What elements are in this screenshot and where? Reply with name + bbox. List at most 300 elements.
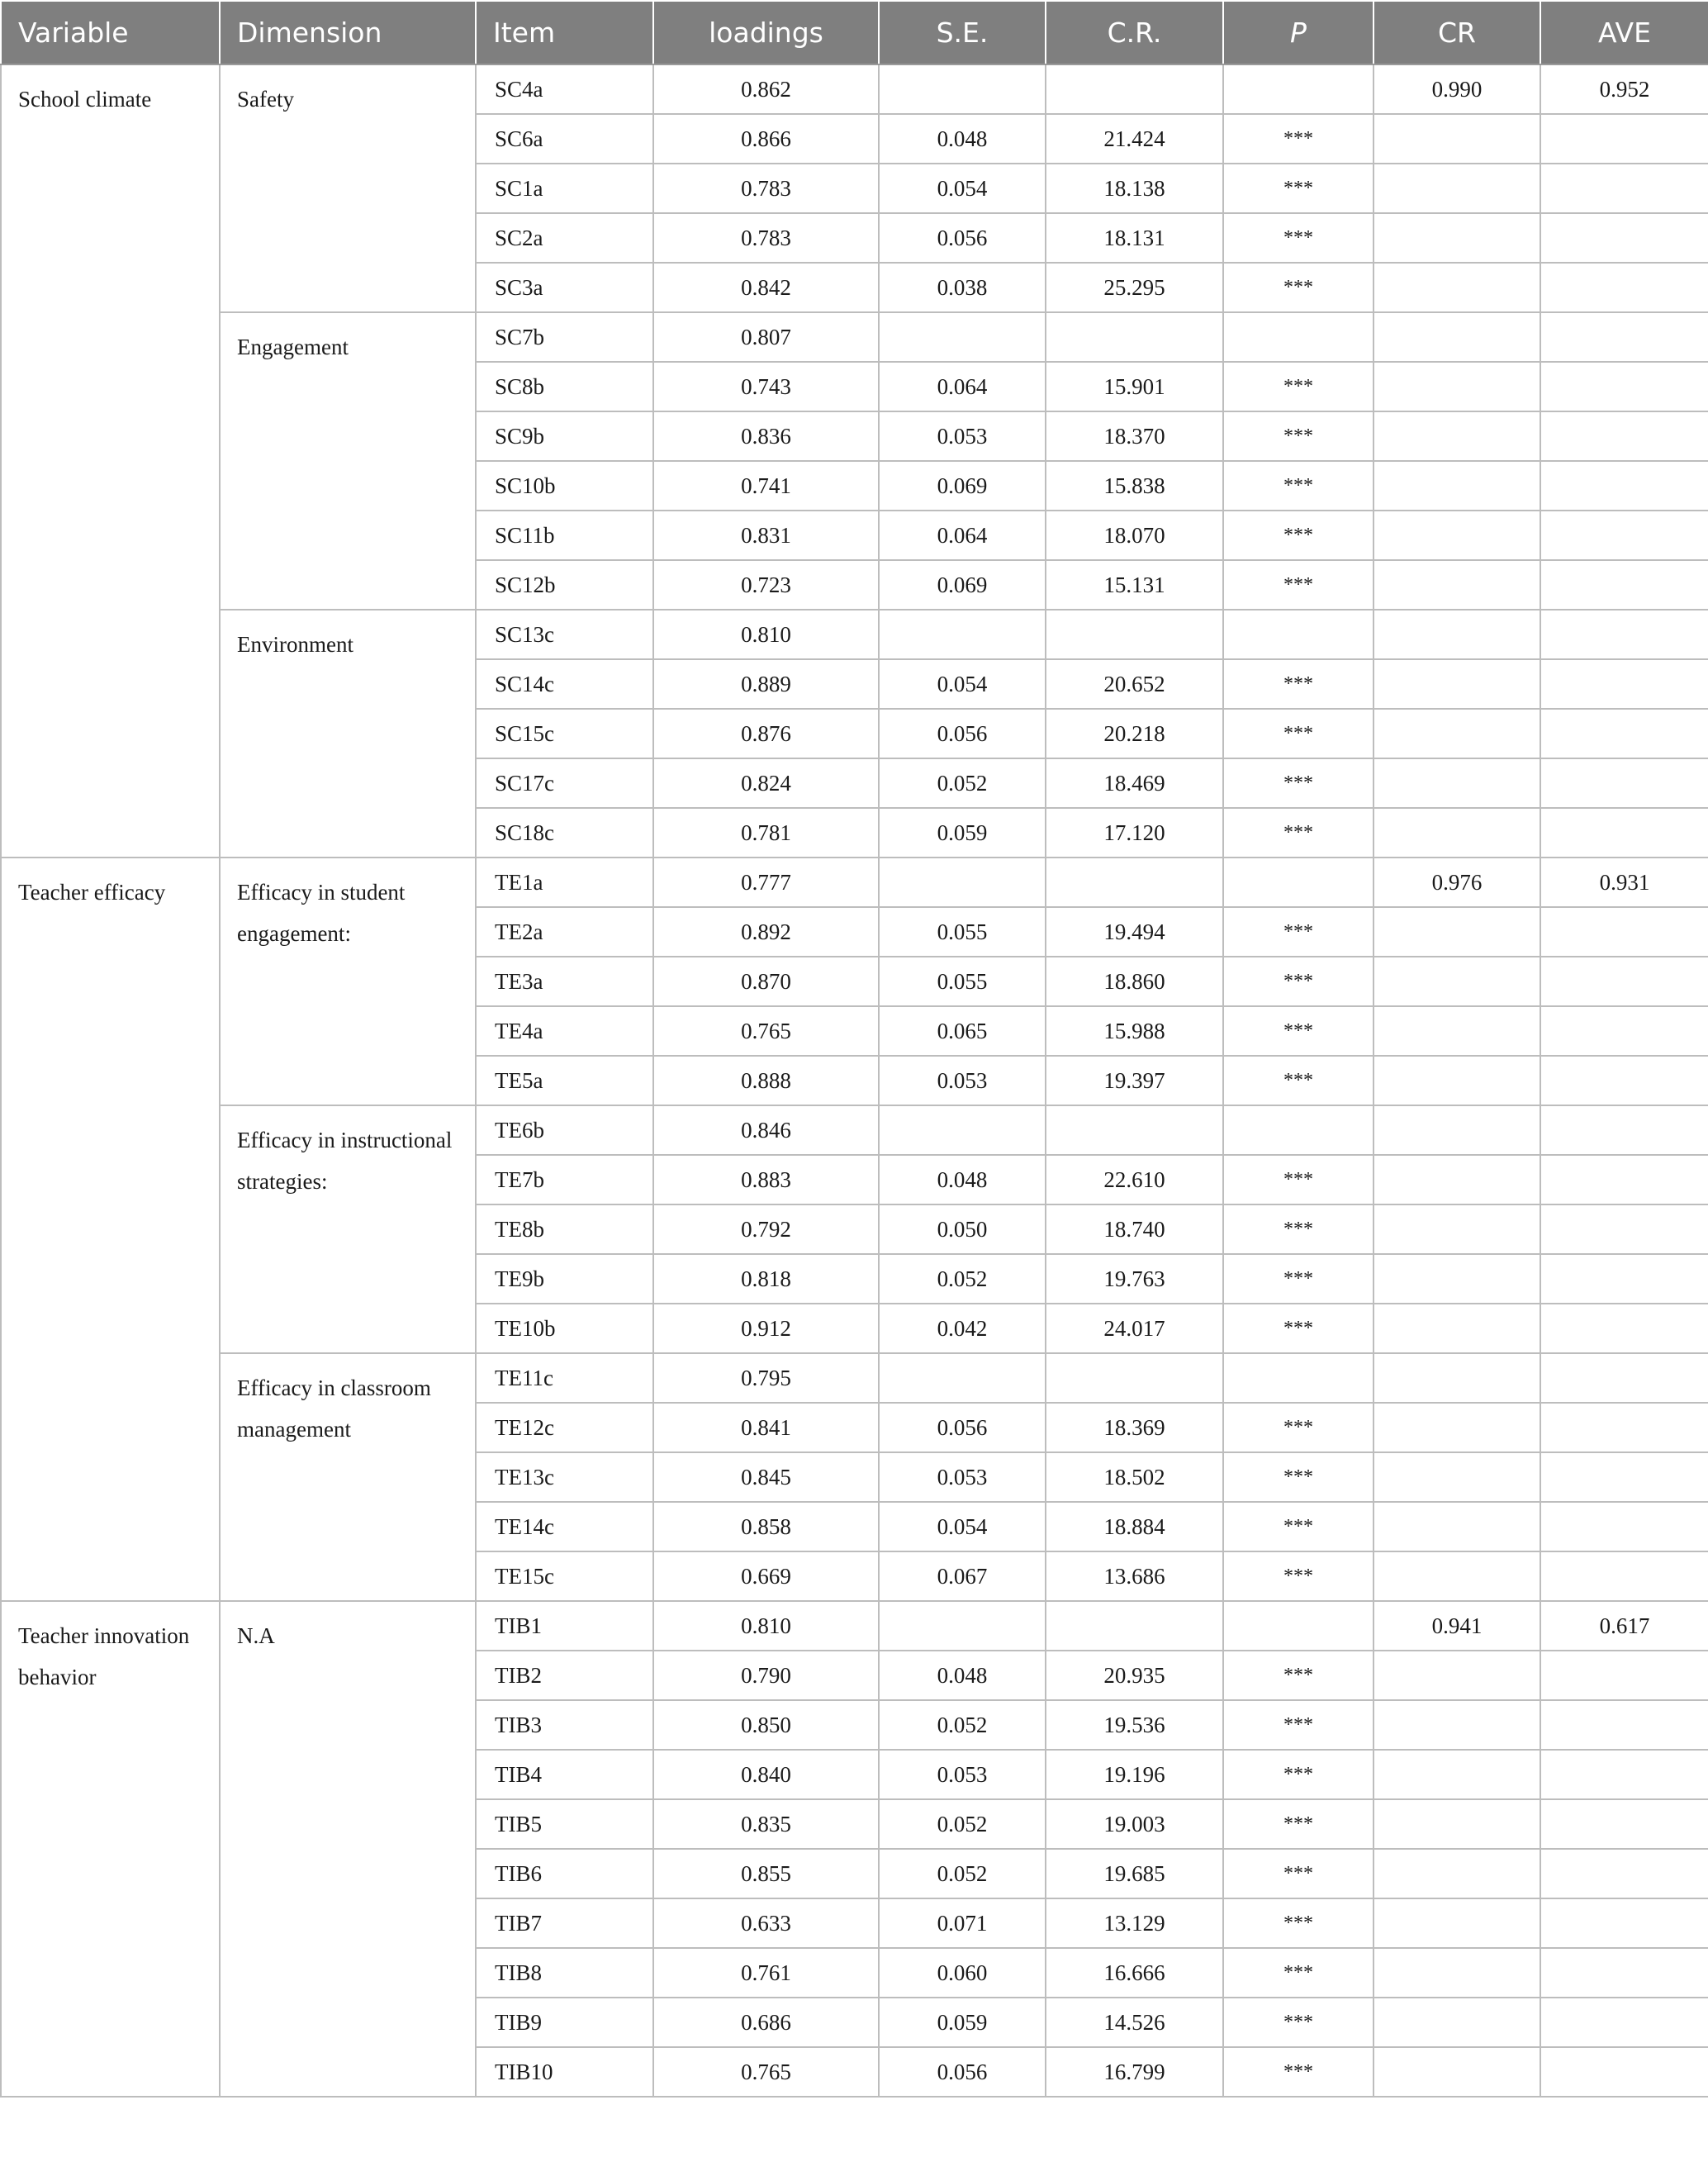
p-cell: *** xyxy=(1223,659,1374,709)
se-cell xyxy=(879,610,1046,659)
dimension-cell: Environment xyxy=(220,610,476,858)
loading-cell: 0.765 xyxy=(653,1006,879,1056)
header-cr-value: C.R. xyxy=(1046,1,1223,64)
item-cell: SC6a xyxy=(476,114,653,164)
table-header xyxy=(1,1,1708,64)
composite-reliability-cell xyxy=(1374,1204,1540,1254)
se-cell: 0.038 xyxy=(879,263,1046,312)
cr-value-cell: 20.652 xyxy=(1046,659,1223,709)
composite-reliability-cell xyxy=(1374,758,1540,808)
cr-value-cell: 19.536 xyxy=(1046,1700,1223,1750)
cr-value-cell xyxy=(1046,1353,1223,1403)
header-composite-reliability: CR xyxy=(1374,1,1540,64)
item-cell: SC4a xyxy=(476,64,653,114)
p-cell: *** xyxy=(1223,114,1374,164)
loading-cell: 0.783 xyxy=(653,164,879,213)
cr-value-cell xyxy=(1046,610,1223,659)
composite-reliability-cell xyxy=(1374,411,1540,461)
ave-cell xyxy=(1540,1353,1708,1403)
loading-cell: 0.889 xyxy=(653,659,879,709)
item-cell: TIB9 xyxy=(476,1998,653,2047)
item-cell: SC13c xyxy=(476,610,653,659)
se-cell: 0.067 xyxy=(879,1551,1046,1601)
p-cell xyxy=(1223,1601,1374,1651)
p-cell: *** xyxy=(1223,2047,1374,2097)
p-cell: *** xyxy=(1223,1750,1374,1799)
item-cell: TE15c xyxy=(476,1551,653,1601)
cr-value-cell: 18.369 xyxy=(1046,1403,1223,1452)
item-cell: TIB5 xyxy=(476,1799,653,1849)
header-loadings: loadings xyxy=(653,1,879,64)
loading-cell: 0.743 xyxy=(653,362,879,411)
item-cell: TE11c xyxy=(476,1353,653,1403)
composite-reliability-cell xyxy=(1374,1254,1540,1304)
ave-cell xyxy=(1540,2047,1708,2097)
composite-reliability-cell xyxy=(1374,907,1540,957)
composite-reliability-cell xyxy=(1374,312,1540,362)
cr-value-cell: 18.070 xyxy=(1046,511,1223,560)
se-cell: 0.054 xyxy=(879,1502,1046,1551)
composite-reliability-cell xyxy=(1374,1700,1540,1750)
loading-cell: 0.810 xyxy=(653,1601,879,1651)
table-row xyxy=(1,1353,1708,1403)
ave-cell xyxy=(1540,213,1708,263)
loading-cell: 0.792 xyxy=(653,1204,879,1254)
item-cell: TE8b xyxy=(476,1204,653,1254)
se-cell: 0.052 xyxy=(879,1254,1046,1304)
p-cell: *** xyxy=(1223,1700,1374,1750)
loading-cell: 0.888 xyxy=(653,1056,879,1105)
table-row xyxy=(1,1105,1708,1155)
p-cell: *** xyxy=(1223,511,1374,560)
cr-value-cell: 19.003 xyxy=(1046,1799,1223,1849)
p-cell: *** xyxy=(1223,957,1374,1006)
loading-cell: 0.777 xyxy=(653,858,879,907)
composite-reliability-cell xyxy=(1374,1304,1540,1353)
table-body xyxy=(1,64,1708,2097)
cr-value-cell: 17.120 xyxy=(1046,808,1223,858)
cr-value-cell: 24.017 xyxy=(1046,1304,1223,1353)
composite-reliability-cell xyxy=(1374,1651,1540,1700)
ave-cell xyxy=(1540,907,1708,957)
p-cell: *** xyxy=(1223,560,1374,610)
loading-cell: 0.765 xyxy=(653,2047,879,2097)
item-cell: SC14c xyxy=(476,659,653,709)
item-cell: SC17c xyxy=(476,758,653,808)
se-cell: 0.054 xyxy=(879,164,1046,213)
composite-reliability-cell xyxy=(1374,560,1540,610)
table-row xyxy=(1,610,1708,659)
item-cell: SC12b xyxy=(476,560,653,610)
composite-reliability-cell: 0.990 xyxy=(1374,64,1540,114)
item-cell: TE2a xyxy=(476,907,653,957)
variable-cell: Teacher efficacy xyxy=(1,858,220,1601)
header-row xyxy=(1,1,1708,64)
item-cell: SC11b xyxy=(476,511,653,560)
cr-value-cell: 19.494 xyxy=(1046,907,1223,957)
loading-cell: 0.912 xyxy=(653,1304,879,1353)
ave-cell xyxy=(1540,659,1708,709)
se-cell: 0.052 xyxy=(879,1849,1046,1898)
cr-value-cell: 22.610 xyxy=(1046,1155,1223,1204)
dimension-cell: Safety xyxy=(220,64,476,312)
composite-reliability-cell xyxy=(1374,1353,1540,1403)
se-cell: 0.055 xyxy=(879,957,1046,1006)
se-cell: 0.056 xyxy=(879,709,1046,758)
item-cell: TE14c xyxy=(476,1502,653,1551)
p-cell: *** xyxy=(1223,1304,1374,1353)
composite-reliability-cell xyxy=(1374,1452,1540,1502)
cr-value-cell: 18.860 xyxy=(1046,957,1223,1006)
loading-cell: 0.870 xyxy=(653,957,879,1006)
item-cell: SC15c xyxy=(476,709,653,758)
p-cell: *** xyxy=(1223,1898,1374,1948)
item-cell: TIB3 xyxy=(476,1700,653,1750)
item-cell: TE7b xyxy=(476,1155,653,1204)
ave-cell xyxy=(1540,1799,1708,1849)
item-cell: TE1a xyxy=(476,858,653,907)
item-cell: TE10b xyxy=(476,1304,653,1353)
table-row xyxy=(1,312,1708,362)
cr-value-cell: 18.469 xyxy=(1046,758,1223,808)
loading-cell: 0.831 xyxy=(653,511,879,560)
se-cell: 0.056 xyxy=(879,1403,1046,1452)
item-cell: TE5a xyxy=(476,1056,653,1105)
se-cell: 0.052 xyxy=(879,758,1046,808)
ave-cell xyxy=(1540,114,1708,164)
item-cell: TIB7 xyxy=(476,1898,653,1948)
composite-reliability-cell xyxy=(1374,709,1540,758)
se-cell: 0.048 xyxy=(879,1155,1046,1204)
ave-cell xyxy=(1540,1403,1708,1452)
p-cell: *** xyxy=(1223,461,1374,511)
composite-reliability-cell xyxy=(1374,808,1540,858)
cr-value-cell: 14.526 xyxy=(1046,1998,1223,2047)
p-cell: *** xyxy=(1223,1948,1374,1998)
loading-cell: 0.883 xyxy=(653,1155,879,1204)
dimension-cell: Engagement xyxy=(220,312,476,610)
loading-cell: 0.783 xyxy=(653,213,879,263)
cr-value-cell: 16.799 xyxy=(1046,2047,1223,2097)
item-cell: TIB4 xyxy=(476,1750,653,1799)
dimension-cell: Efficacy in classroom management xyxy=(220,1353,476,1601)
se-cell: 0.064 xyxy=(879,362,1046,411)
ave-cell xyxy=(1540,362,1708,411)
se-cell: 0.055 xyxy=(879,907,1046,957)
ave-cell xyxy=(1540,1006,1708,1056)
item-cell: SC18c xyxy=(476,808,653,858)
item-cell: TE13c xyxy=(476,1452,653,1502)
se-cell: 0.052 xyxy=(879,1700,1046,1750)
se-cell: 0.048 xyxy=(879,1651,1046,1700)
p-cell: *** xyxy=(1223,1799,1374,1849)
table-row xyxy=(1,858,1708,907)
se-cell: 0.059 xyxy=(879,808,1046,858)
composite-reliability-cell xyxy=(1374,1403,1540,1452)
p-cell xyxy=(1223,858,1374,907)
ave-cell xyxy=(1540,312,1708,362)
header-item: Item xyxy=(476,1,653,64)
se-cell: 0.059 xyxy=(879,1998,1046,2047)
composite-reliability-cell xyxy=(1374,1155,1540,1204)
composite-reliability-cell xyxy=(1374,957,1540,1006)
item-cell: TIB10 xyxy=(476,2047,653,2097)
cr-value-cell: 18.884 xyxy=(1046,1502,1223,1551)
item-cell: TIB6 xyxy=(476,1849,653,1898)
ave-cell xyxy=(1540,1700,1708,1750)
cr-value-cell xyxy=(1046,64,1223,114)
cr-value-cell: 19.196 xyxy=(1046,1750,1223,1799)
cr-value-cell: 13.686 xyxy=(1046,1551,1223,1601)
p-cell: *** xyxy=(1223,1254,1374,1304)
cr-value-cell: 18.740 xyxy=(1046,1204,1223,1254)
p-cell: *** xyxy=(1223,758,1374,808)
ave-cell: 0.952 xyxy=(1540,64,1708,114)
p-cell: *** xyxy=(1223,1403,1374,1452)
cr-value-cell: 25.295 xyxy=(1046,263,1223,312)
se-cell: 0.053 xyxy=(879,411,1046,461)
p-cell: *** xyxy=(1223,1056,1374,1105)
se-cell: 0.060 xyxy=(879,1948,1046,1998)
header-ave: AVE xyxy=(1540,1,1708,64)
p-cell: *** xyxy=(1223,808,1374,858)
loading-cell: 0.633 xyxy=(653,1898,879,1948)
composite-reliability-cell xyxy=(1374,1799,1540,1849)
item-cell: SC2a xyxy=(476,213,653,263)
ave-cell xyxy=(1540,808,1708,858)
se-cell: 0.056 xyxy=(879,2047,1046,2097)
loading-cell: 0.807 xyxy=(653,312,879,362)
p-cell xyxy=(1223,1105,1374,1155)
se-cell xyxy=(879,1601,1046,1651)
loading-cell: 0.686 xyxy=(653,1998,879,2047)
p-cell: *** xyxy=(1223,1204,1374,1254)
p-cell: *** xyxy=(1223,1006,1374,1056)
composite-reliability-cell: 0.976 xyxy=(1374,858,1540,907)
ave-cell xyxy=(1540,1551,1708,1601)
cr-value-cell: 18.502 xyxy=(1046,1452,1223,1502)
item-cell: SC1a xyxy=(476,164,653,213)
p-cell: *** xyxy=(1223,1155,1374,1204)
cr-value-cell xyxy=(1046,1601,1223,1651)
ave-cell xyxy=(1540,1452,1708,1502)
cr-value-cell: 16.666 xyxy=(1046,1948,1223,1998)
p-cell xyxy=(1223,312,1374,362)
se-cell xyxy=(879,1353,1046,1403)
ave-cell xyxy=(1540,1254,1708,1304)
variable-cell: School climate xyxy=(1,64,220,858)
loading-cell: 0.836 xyxy=(653,411,879,461)
cr-value-cell: 21.424 xyxy=(1046,114,1223,164)
loading-cell: 0.862 xyxy=(653,64,879,114)
composite-reliability-cell xyxy=(1374,1502,1540,1551)
p-cell: *** xyxy=(1223,362,1374,411)
se-cell: 0.056 xyxy=(879,213,1046,263)
item-cell: SC9b xyxy=(476,411,653,461)
composite-reliability-cell xyxy=(1374,263,1540,312)
composite-reliability-cell xyxy=(1374,1898,1540,1948)
ave-cell xyxy=(1540,164,1708,213)
variable-cell: Teacher innovation behavior xyxy=(1,1601,220,2097)
header-dimension: Dimension xyxy=(220,1,476,64)
ave-cell xyxy=(1540,1502,1708,1551)
dimension-cell: Efficacy in instructional strategies: xyxy=(220,1105,476,1353)
loading-cell: 0.723 xyxy=(653,560,879,610)
dimension-cell: N.A xyxy=(220,1601,476,2097)
composite-reliability-cell xyxy=(1374,1105,1540,1155)
item-cell: SC3a xyxy=(476,263,653,312)
p-cell xyxy=(1223,610,1374,659)
ave-cell xyxy=(1540,560,1708,610)
ave-cell xyxy=(1540,1304,1708,1353)
ave-cell xyxy=(1540,709,1708,758)
se-cell: 0.069 xyxy=(879,560,1046,610)
ave-cell xyxy=(1540,1204,1708,1254)
loading-cell: 0.818 xyxy=(653,1254,879,1304)
cr-value-cell: 15.901 xyxy=(1046,362,1223,411)
item-cell: SC7b xyxy=(476,312,653,362)
composite-reliability-cell xyxy=(1374,1948,1540,1998)
p-cell: *** xyxy=(1223,1998,1374,2047)
ave-cell xyxy=(1540,957,1708,1006)
item-cell: SC8b xyxy=(476,362,653,411)
composite-reliability-cell xyxy=(1374,114,1540,164)
cr-value-cell: 15.838 xyxy=(1046,461,1223,511)
loading-cell: 0.876 xyxy=(653,709,879,758)
loading-cell: 0.761 xyxy=(653,1948,879,1998)
loading-cell: 0.850 xyxy=(653,1700,879,1750)
composite-reliability-cell xyxy=(1374,1998,1540,2047)
cr-value-cell: 19.685 xyxy=(1046,1849,1223,1898)
cr-value-cell: 18.131 xyxy=(1046,213,1223,263)
header-se: S.E. xyxy=(879,1,1046,64)
p-cell: *** xyxy=(1223,213,1374,263)
cr-value-cell: 20.218 xyxy=(1046,709,1223,758)
se-cell: 0.053 xyxy=(879,1750,1046,1799)
loading-cell: 0.795 xyxy=(653,1353,879,1403)
ave-cell: 0.617 xyxy=(1540,1601,1708,1651)
p-cell: *** xyxy=(1223,1551,1374,1601)
composite-reliability-cell: 0.941 xyxy=(1374,1601,1540,1651)
item-cell: TIB2 xyxy=(476,1651,653,1700)
p-cell: *** xyxy=(1223,411,1374,461)
se-cell: 0.048 xyxy=(879,114,1046,164)
loading-cell: 0.781 xyxy=(653,808,879,858)
composite-reliability-cell xyxy=(1374,213,1540,263)
se-cell xyxy=(879,858,1046,907)
loading-cell: 0.858 xyxy=(653,1502,879,1551)
p-cell: *** xyxy=(1223,1452,1374,1502)
composite-reliability-cell xyxy=(1374,1006,1540,1056)
composite-reliability-cell xyxy=(1374,461,1540,511)
se-cell xyxy=(879,1105,1046,1155)
se-cell: 0.053 xyxy=(879,1452,1046,1502)
se-cell: 0.064 xyxy=(879,511,1046,560)
composite-reliability-cell xyxy=(1374,2047,1540,2097)
item-cell: TE3a xyxy=(476,957,653,1006)
item-cell: TE4a xyxy=(476,1006,653,1056)
cr-value-cell: 15.131 xyxy=(1046,560,1223,610)
se-cell xyxy=(879,312,1046,362)
item-cell: TIB1 xyxy=(476,1601,653,1651)
p-cell: *** xyxy=(1223,263,1374,312)
ave-cell: 0.931 xyxy=(1540,858,1708,907)
p-cell: *** xyxy=(1223,164,1374,213)
loading-cell: 0.790 xyxy=(653,1651,879,1700)
cr-value-cell: 19.763 xyxy=(1046,1254,1223,1304)
p-cell: *** xyxy=(1223,1849,1374,1898)
se-cell: 0.052 xyxy=(879,1799,1046,1849)
se-cell: 0.054 xyxy=(879,659,1046,709)
ave-cell xyxy=(1540,461,1708,511)
cr-value-cell xyxy=(1046,858,1223,907)
ave-cell xyxy=(1540,758,1708,808)
composite-reliability-cell xyxy=(1374,659,1540,709)
loading-cell: 0.842 xyxy=(653,263,879,312)
composite-reliability-cell xyxy=(1374,1849,1540,1898)
se-cell xyxy=(879,64,1046,114)
ave-cell xyxy=(1540,1898,1708,1948)
ave-cell xyxy=(1540,1056,1708,1105)
table-row xyxy=(1,64,1708,114)
cr-value-cell: 18.370 xyxy=(1046,411,1223,461)
loading-cell: 0.841 xyxy=(653,1403,879,1452)
item-cell: TE6b xyxy=(476,1105,653,1155)
ave-cell xyxy=(1540,1651,1708,1700)
composite-reliability-cell xyxy=(1374,511,1540,560)
p-cell: *** xyxy=(1223,1502,1374,1551)
composite-reliability-cell xyxy=(1374,362,1540,411)
loading-cell: 0.846 xyxy=(653,1105,879,1155)
ave-cell xyxy=(1540,1750,1708,1799)
header-p: P xyxy=(1223,1,1374,64)
composite-reliability-cell xyxy=(1374,1056,1540,1105)
p-cell: *** xyxy=(1223,709,1374,758)
ave-cell xyxy=(1540,1849,1708,1898)
composite-reliability-cell xyxy=(1374,1750,1540,1799)
ave-cell xyxy=(1540,1998,1708,2047)
p-cell: *** xyxy=(1223,907,1374,957)
cr-value-cell: 15.988 xyxy=(1046,1006,1223,1056)
item-cell: TIB8 xyxy=(476,1948,653,1998)
loading-cell: 0.845 xyxy=(653,1452,879,1502)
cr-value-cell xyxy=(1046,1105,1223,1155)
loading-cell: 0.741 xyxy=(653,461,879,511)
ave-cell xyxy=(1540,1105,1708,1155)
se-cell: 0.071 xyxy=(879,1898,1046,1948)
item-cell: TE12c xyxy=(476,1403,653,1452)
loading-cell: 0.824 xyxy=(653,758,879,808)
ave-cell xyxy=(1540,511,1708,560)
loading-cell: 0.855 xyxy=(653,1849,879,1898)
loading-cell: 0.810 xyxy=(653,610,879,659)
item-cell: SC10b xyxy=(476,461,653,511)
table-row xyxy=(1,1601,1708,1651)
composite-reliability-cell xyxy=(1374,610,1540,659)
dimension-cell: Efficacy in student engagement: xyxy=(220,858,476,1105)
loading-cell: 0.835 xyxy=(653,1799,879,1849)
se-cell: 0.065 xyxy=(879,1006,1046,1056)
cr-value-cell: 18.138 xyxy=(1046,164,1223,213)
p-cell xyxy=(1223,1353,1374,1403)
item-cell: TE9b xyxy=(476,1254,653,1304)
header-variable: Variable xyxy=(1,1,220,64)
composite-reliability-cell xyxy=(1374,1551,1540,1601)
ave-cell xyxy=(1540,263,1708,312)
ave-cell xyxy=(1540,1155,1708,1204)
se-cell: 0.050 xyxy=(879,1204,1046,1254)
se-cell: 0.069 xyxy=(879,461,1046,511)
